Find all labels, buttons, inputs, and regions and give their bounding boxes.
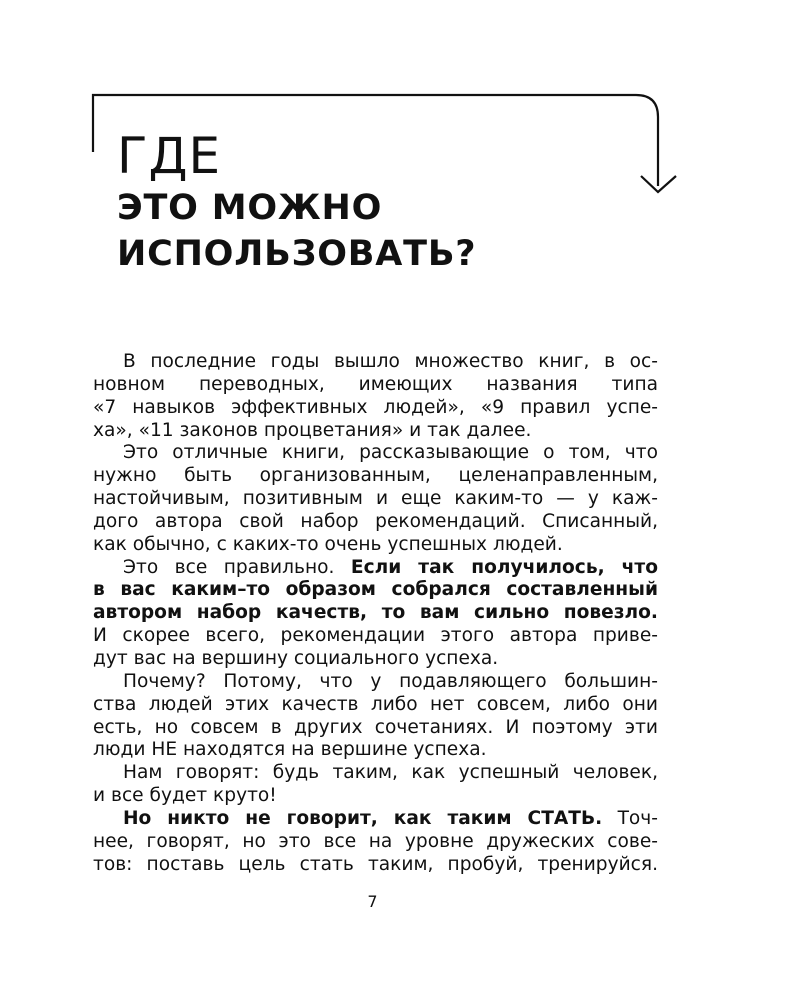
text-line: ха», «11 законов процветания» и так далее. xyxy=(93,419,532,441)
bold-text-run: Но никто не говорит, как таким СТАТЬ. xyxy=(123,807,603,829)
text-line: нужно быть организованным, целенаправленным, xyxy=(93,465,658,487)
text-line: новном переводных, имеющих названия типа xyxy=(93,373,658,395)
text-run: Это все правильно. xyxy=(123,556,351,578)
heading-line-3: ИСПОЛЬЗОВАТЬ? xyxy=(117,234,477,274)
text-line: Почему? Потому, что у подавляющего большин- xyxy=(123,670,658,692)
text-line: В последние годы вышло множество книг, в ос- xyxy=(123,351,658,372)
text-line: люди НЕ находятся на вершине успеха. xyxy=(93,739,487,761)
text-line: как обычно, с каких-то очень успешных людей. xyxy=(93,533,563,555)
text-run: Точ- xyxy=(602,807,658,829)
text-line: И скорее всего, рекомендации этого автора приве- xyxy=(93,625,658,647)
text-line xyxy=(93,557,658,580)
text-line xyxy=(93,602,658,625)
text-line xyxy=(93,579,658,602)
text-line: настойчивым, позитивным и еще каким-то — у каж- xyxy=(93,488,658,510)
text-line: Это отличные книги, рассказывающие о том, что xyxy=(123,442,658,464)
bold-text-run: автором набор качеств, то вам сильно повезло. xyxy=(93,602,658,624)
text-line: дут вас на вершину социального успеха. xyxy=(93,647,499,669)
text-line: Нам говорят: будь таким, как успешный человек, xyxy=(123,762,658,784)
text-line: и все будет круто! xyxy=(93,785,277,807)
bold-text-run: Если так получилось, что xyxy=(350,556,658,578)
text-line: «7 навыков эффективных людей», «9 правил успе- xyxy=(93,396,658,418)
text-line: нее, говорят, но это все на уровне дружеских сове- xyxy=(93,830,658,852)
text-line xyxy=(93,808,658,831)
text-line: тов: поставь цель стать таким, пробуй, тренируйся. xyxy=(93,853,658,875)
text-line: дого автора свой набор рекомендаций. Списанный, xyxy=(93,510,658,532)
text-line: есть, но совсем в других сочетаниях. И поэтому эти xyxy=(93,716,658,738)
heading-line-1: ГДЕ xyxy=(117,127,222,185)
body-text xyxy=(93,351,658,876)
page-number: 7 xyxy=(367,892,378,911)
heading-line-2: ЭТО МОЖНО xyxy=(117,188,383,228)
text-line: ства людей этих качеств либо нет совсем, либо они xyxy=(93,693,658,715)
bold-text-run: в вас каким–то образом собрался составленный xyxy=(93,579,658,601)
